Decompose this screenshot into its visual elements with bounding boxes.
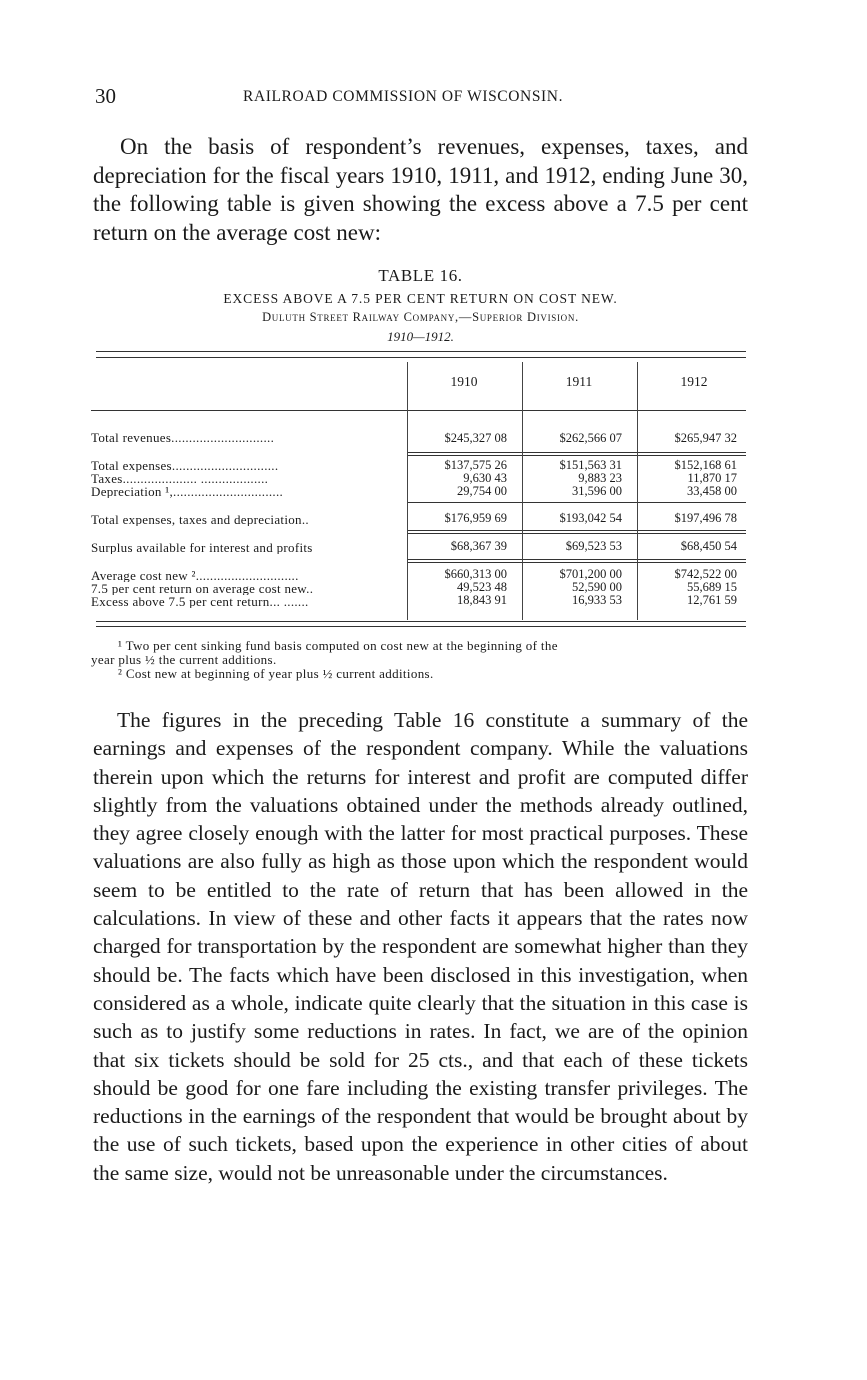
row-label-return: 7.5 per cent return on average cost new.. <box>91 583 314 595</box>
cell-excess-1910: 18,843 91 <box>457 593 507 607</box>
column-divider <box>407 362 408 620</box>
row-rule <box>408 455 746 456</box>
footnote-2: ² Cost new at beginning of year plus ½ current additions. <box>118 666 434 681</box>
row-label-depreciation: Depreciation ¹,............................... <box>91 486 284 498</box>
cell-average-cost-new-1912: $742,522 00 <box>674 567 737 581</box>
page-number: 30 <box>95 84 116 108</box>
column-divider <box>637 362 638 620</box>
cell-total-expenses-1911: $151,563 31 <box>559 458 622 472</box>
row-label-total-expenses-taxes-depreciation: Total expenses, taxes and depreciation.. <box>91 514 309 526</box>
column-header-1911: 1911 <box>565 374 593 389</box>
column-divider <box>522 362 523 620</box>
cell-depreciation-1912: 33,458 00 <box>687 484 737 498</box>
cell-depreciation-1911: 31,596 00 <box>572 484 622 498</box>
cell-return-1910: 49,523 48 <box>457 580 507 594</box>
column-header-1910: 1910 <box>450 374 478 389</box>
row-rule <box>408 533 746 534</box>
row-rule <box>408 530 746 531</box>
cell-surplus-1912: $68,450 54 <box>680 539 737 553</box>
column-header-1912: 1912 <box>680 374 708 389</box>
table-title: EXCESS ABOVE A 7.5 PER CENT RETURN ON COST NEW. <box>223 291 618 306</box>
cell-excess-1912: 12,761 59 <box>687 593 737 607</box>
cell-return-1912: 55,689 15 <box>687 580 737 594</box>
row-rule <box>408 452 746 453</box>
row-label-surplus: Surplus available for interest and profits <box>91 542 313 554</box>
body-paragraph: The figures in the preceding Table 16 constitute a summary of the earnings and expenses of the respondent company. While the valuations therein upon which the returns for interest and profit are computed differ slightly from the valuations obtained under the methods already outlined, they agree closely enough with the latter for most practical purposes. These valuations are also fully as high as those upon which the respondent would seem to be entitled to the rate of return that has been allowed in the calculations. In view of these and other facts it appears that the rates now charged for transportation by the respondent are somewhat higher than they should be. The facts which have been disclosed in this investigation, when considered as a whole, indicate quite clearly that the situation in this case is such as to justify some reductions in rates. In fact, we are of the opinion that six tickets should be sold for 25 cts., and that each of these tickets should be good for one fare including the existing transfer privileges. The reductions in the earnings of the respondent that would be brought about by the use of such tickets, based upon the experience in other cities of about the same size, would not be unreasonable under the circumstances. <box>93 708 748 1185</box>
intro-paragraph: On the basis of respondent’s revenues, expenses, taxes, and depreciation for the fiscal years 1910, 1911, and 1912, ending June 30, the following table is given showing the excess above a 7.5 per cent return on the average cost new: <box>93 134 748 245</box>
cell-depreciation-1910: 29,754 00 <box>457 484 507 498</box>
cell-average-cost-new-1911: $701,200 00 <box>559 567 622 581</box>
running-head: RAILROAD COMMISSION OF WISCONSIN. <box>243 88 564 105</box>
cell-taxes-1912: 11,870 17 <box>687 471 737 485</box>
row-label-total-revenues: Total revenues............................. <box>91 432 275 444</box>
header-bottom-rule <box>91 410 746 411</box>
cell-total-expenses-1912: $152,168 61 <box>674 458 737 472</box>
row-rule <box>408 502 746 503</box>
cell-total-etd-1911: $193,042 54 <box>559 511 622 525</box>
table-top-rule <box>96 351 746 352</box>
cell-total-etd-1912: $197,496 78 <box>674 511 737 525</box>
row-rule <box>408 559 746 560</box>
row-rule <box>408 562 746 563</box>
table-company: Duluth Street Railway Company,—Superior Division. <box>262 310 579 324</box>
table-bottom-rule-2 <box>96 626 746 627</box>
table-label: TABLE 16. <box>378 266 463 285</box>
cell-average-cost-new-1910: $660,313 00 <box>444 567 507 581</box>
cell-total-expenses-1910: $137,575 26 <box>444 458 507 472</box>
cell-total-revenues-1910: $245,327 08 <box>444 431 507 445</box>
cell-excess-1911: 16,933 53 <box>572 593 622 607</box>
cell-total-etd-1910: $176,959 69 <box>444 511 507 525</box>
cell-taxes-1911: 9,883 23 <box>578 471 622 485</box>
cell-total-revenues-1911: $262,566 07 <box>559 431 622 445</box>
row-label-average-cost-new: Average cost new ²............................. <box>91 570 299 582</box>
cell-taxes-1910: 9,630 43 <box>463 471 507 485</box>
row-label-taxes: Taxes..................... ................... <box>91 473 269 485</box>
table-bottom-rule <box>96 621 746 622</box>
row-label-total-expenses: Total expenses.............................. <box>91 460 279 472</box>
row-label-excess: Excess above 7.5 per cent return... ....... <box>91 596 309 608</box>
cell-surplus-1911: $69,523 53 <box>565 539 622 553</box>
table-years: 1910—1912. <box>387 329 454 344</box>
footnote-1: ¹ Two per cent sinking fund basis computed on cost new at the beginning of the <box>118 638 558 653</box>
footnote-1-continued: year plus ½ the current additions. <box>91 652 277 667</box>
cell-total-revenues-1912: $265,947 32 <box>674 431 737 445</box>
table-top-rule-2 <box>96 357 746 358</box>
cell-return-1911: 52,590 00 <box>572 580 622 594</box>
cell-surplus-1910: $68,367 39 <box>450 539 507 553</box>
